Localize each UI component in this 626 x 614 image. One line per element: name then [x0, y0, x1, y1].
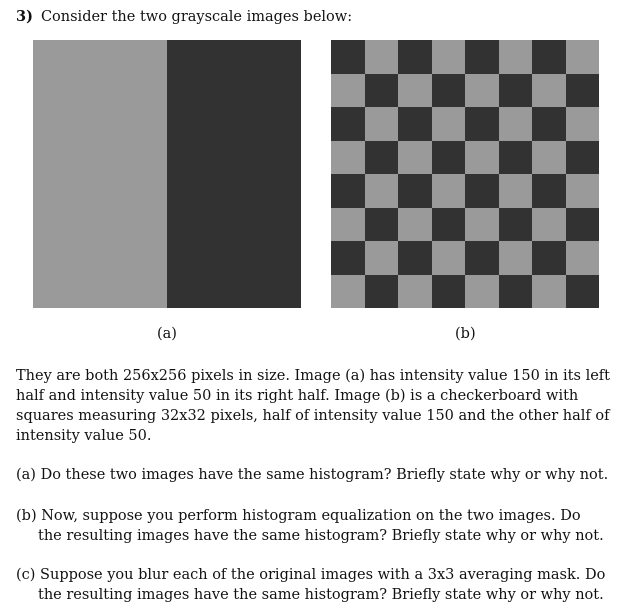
- checker-square: [365, 174, 399, 208]
- checker-square: [499, 275, 533, 309]
- checker-square: [432, 107, 466, 141]
- checker-square: [331, 275, 365, 309]
- checker-square: [432, 141, 466, 175]
- question-b-line2: the resulting images have the same histogram? Briefly state why or why not.: [38, 528, 604, 544]
- problem-number: 3): [16, 8, 33, 25]
- checker-square: [331, 174, 365, 208]
- checker-square: [499, 74, 533, 108]
- image-a-right-half: [167, 40, 301, 308]
- question-a-text: (a) Do these two images have the same histogram? Briefly state why or why not.: [16, 467, 609, 483]
- checker-square: [566, 40, 600, 74]
- checker-square: [499, 107, 533, 141]
- checker-square: [331, 40, 365, 74]
- checker-square: [532, 40, 566, 74]
- checker-square: [331, 74, 365, 108]
- description-line: squares measuring 32x32 pixels, half of intensity value 150 and the other half of: [16, 408, 610, 424]
- checker-square: [566, 275, 600, 309]
- checker-square: [532, 107, 566, 141]
- question-b: [16, 506, 616, 546]
- checker-square: [398, 174, 432, 208]
- checker-square: [365, 241, 399, 275]
- checker-square: [432, 241, 466, 275]
- description-line: half and intensity value 50 in its right half. Image (b) is a checkerboard with: [16, 388, 579, 404]
- checker-square: [331, 107, 365, 141]
- checker-square: [499, 208, 533, 242]
- checker-square: [365, 40, 399, 74]
- checker-square: [499, 141, 533, 175]
- checker-square: [398, 241, 432, 275]
- image-a-left-half: [33, 40, 167, 308]
- checker-square: [365, 107, 399, 141]
- checker-square: [465, 208, 499, 242]
- caption-b: (b): [455, 326, 476, 342]
- caption-a: (a): [157, 326, 177, 342]
- description-paragraph: [16, 366, 616, 446]
- checker-square: [465, 74, 499, 108]
- checker-square: [499, 40, 533, 74]
- checker-square: [532, 174, 566, 208]
- checker-square: [566, 241, 600, 275]
- checker-square: [398, 141, 432, 175]
- image-a: [33, 40, 301, 308]
- question-c-line1: (c) Suppose you blur each of the original images with a 3x3 averaging mask. Do: [16, 567, 606, 583]
- checker-square: [465, 241, 499, 275]
- checker-square: [532, 275, 566, 309]
- question-a: [16, 465, 616, 485]
- checker-square: [532, 141, 566, 175]
- checker-square: [465, 107, 499, 141]
- checker-square: [432, 40, 466, 74]
- checker-square: [398, 208, 432, 242]
- problem-prompt: Consider the two grayscale images below:: [40, 9, 353, 25]
- checker-square: [532, 208, 566, 242]
- checker-square: [398, 40, 432, 74]
- question-c-line2: the resulting images have the same histogram? Briefly state why or why not.: [38, 587, 604, 603]
- checker-square: [432, 174, 466, 208]
- checker-square: [566, 74, 600, 108]
- checker-square: [566, 208, 600, 242]
- description-line: They are both 256x256 pixels in size. Image (a) has intensity value 150 in its left: [16, 368, 610, 384]
- description-line: intensity value 50.: [16, 428, 152, 444]
- checker-square: [398, 74, 432, 108]
- checker-square: [365, 141, 399, 175]
- checker-square: [465, 174, 499, 208]
- checker-square: [465, 141, 499, 175]
- question-c: [16, 565, 616, 605]
- checker-square: [432, 74, 466, 108]
- checker-square: [566, 107, 600, 141]
- checker-square: [432, 275, 466, 309]
- checker-square: [532, 74, 566, 108]
- checker-square: [398, 107, 432, 141]
- checker-square: [465, 275, 499, 309]
- image-b-checkerboard: [331, 40, 599, 308]
- problem-heading: [16, 8, 352, 25]
- checker-square: [331, 208, 365, 242]
- checker-square: [331, 241, 365, 275]
- checker-square: [398, 275, 432, 309]
- checker-square: [365, 275, 399, 309]
- checker-square: [566, 174, 600, 208]
- checker-square: [566, 141, 600, 175]
- checker-square: [432, 208, 466, 242]
- checker-square: [365, 74, 399, 108]
- checker-square: [331, 141, 365, 175]
- checker-square: [499, 174, 533, 208]
- question-b-line1: (b) Now, suppose you perform histogram equalization on the two images. Do: [16, 508, 581, 524]
- checker-square: [465, 40, 499, 74]
- checker-square: [365, 208, 399, 242]
- checker-square: [532, 241, 566, 275]
- checker-square: [499, 241, 533, 275]
